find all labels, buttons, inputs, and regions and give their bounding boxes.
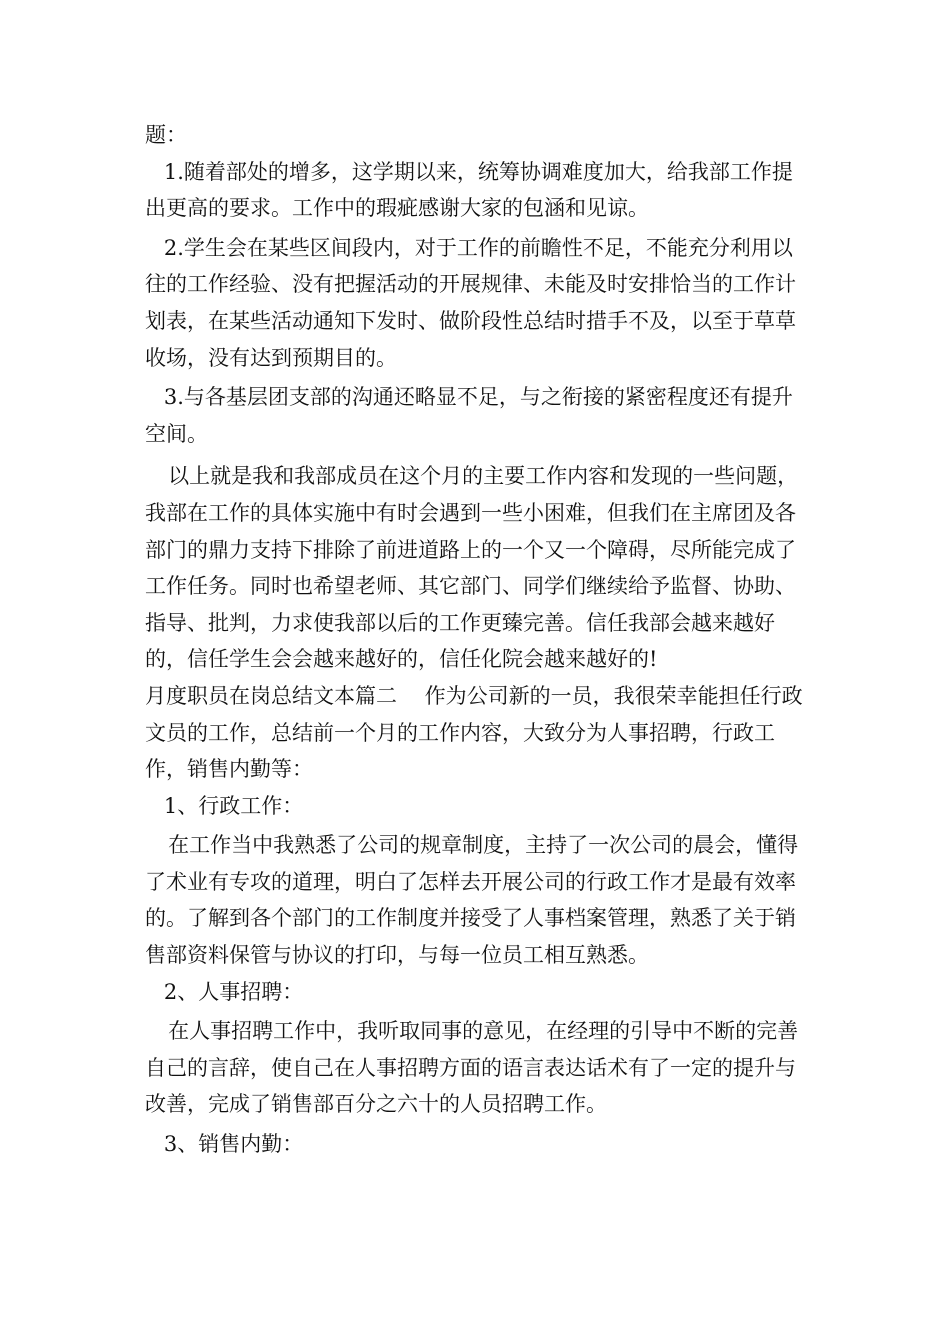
paragraph-continuation: 题： [145,123,187,147]
document-body [145,117,813,1163]
heading-admin-work: 1、行政工作： [163,793,304,818]
paragraph-admin-work: 在工作当中我熟悉了公司的规章制度，主持了一次公司的晨会，懂得了术业有专攻的道理，明白了怎样去开展公司的行政工作才是最有效率的。了解到各个部门的工作制度并接受了人事档案管理，熟悉了关于销售部资料保管与协议的打印，与每一位员工相互熟悉。 [145,833,799,968]
paragraph-item-3: 3.与各基层团支部的沟通还略显不足，与之衔接的紧密程度还有提升空间。 [145,385,793,446]
paragraph-summary: 以上就是我和我部成员在这个月的主要工作内容和发现的一些问题，我部在工作的具体实施中有时会遇到一些小困难，但我们在主席团及各部门的鼎力支持下排除了前进道路上的一个又一个障碍，尽所能完成了工作任务。同时也希望老师、其它部门、同学们继续给予监督、协助、指导、批判，力求使我部以后的工作更臻完善。信任我部会越来越好的，信任学生会会越来越好的，信任化院会越来越好的! [145,464,799,672]
paragraph-section-two-intro: 月度职员在岗总结文本篇二 作为公司新的一员，我很荣幸能担任行政文员的工作，总结前一个月的工作内容，大致分为人事招聘，行政工作，销售内勤等： [145,683,803,782]
paragraph-recruitment: 在人事招聘工作中，我听取同事的意见，在经理的引导中不断的完善自己的言辞，使自己在人事招聘方面的语言表达话术有了一定的提升与改善，完成了销售部百分之六十的人员招聘工作。 [145,1019,799,1117]
heading-recruitment: 2、人事招聘： [163,979,304,1004]
heading-sales-support: 3、销售内勤： [163,1132,304,1157]
paragraph-item-1: 1.随着部处的增多，这学期以来，统筹协调难度加大，给我部工作提出更高的要求。工作中的瑕疵感谢大家的包涵和见谅。 [145,159,793,221]
paragraph-item-2: 2.学生会在某些区间段内，对于工作的前瞻性不足，不能充分利用以往的工作经验、没有把握活动的开展规律、未能及时安排恰当的工作计划表，在某些活动通知下发时、做阶段性总结时措手不及，以至于草草收场，没有达到预期目的。 [145,235,796,370]
